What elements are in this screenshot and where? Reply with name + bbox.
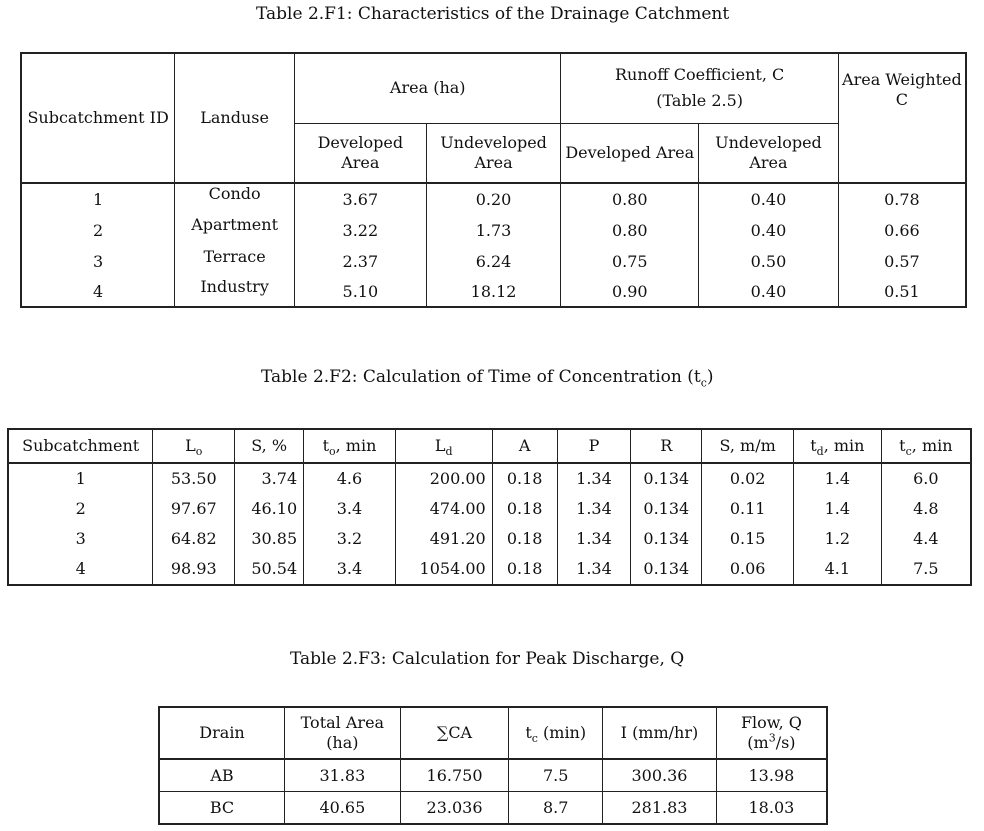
cell-to: 3.2 xyxy=(304,524,396,554)
header-subcatchment: Subcatchment xyxy=(8,429,153,463)
cell-sum-ca: 23.036 xyxy=(400,792,509,825)
header-sum-ca: ∑CA xyxy=(400,707,509,759)
cell-ld: 200.00 xyxy=(395,463,492,494)
table3-caption: Table 2.F3: Calculation for Peak Discharge, Q xyxy=(290,649,685,669)
header-lo xyxy=(153,429,235,463)
cell-dev-area: 3.67 xyxy=(295,183,427,215)
cell-weighted-c: 0.57 xyxy=(838,247,966,277)
table-row xyxy=(21,183,966,215)
table-row xyxy=(21,277,966,307)
cell-landuse: Industry xyxy=(175,277,295,307)
header-td-text: t xyxy=(810,436,817,455)
table2-caption-main: Table 2.F2: Calculation of Time of Concentration (t xyxy=(261,367,701,387)
cell-undev-c: 0.40 xyxy=(699,183,839,215)
cell-ld: 1054.00 xyxy=(395,554,492,585)
header-undeveloped-area: Undeveloped Area xyxy=(426,123,561,183)
cell-weighted-c: 0.78 xyxy=(838,183,966,215)
cell-a: 0.18 xyxy=(492,463,557,494)
header-ld-text: L xyxy=(434,436,446,455)
cell-s: 3.74 xyxy=(235,463,304,494)
header-tc-sub: c xyxy=(531,732,538,746)
cell-landuse: Condo xyxy=(175,183,295,215)
cell-weighted-c: 0.51 xyxy=(838,277,966,307)
header-runoff-coefficient xyxy=(561,53,838,123)
cell-tc: 4.8 xyxy=(913,499,939,518)
cell-dev-c: 0.75 xyxy=(561,247,699,277)
cell-dev-c: 0.80 xyxy=(561,183,699,215)
header-tc-text: t xyxy=(525,723,532,742)
cell-smm: 0.15 xyxy=(702,524,794,554)
header-tc-end: , min xyxy=(911,436,953,455)
header-flow-sup: 3 xyxy=(768,731,776,745)
table-row xyxy=(8,524,971,554)
peak-discharge-table xyxy=(158,706,828,825)
table-row xyxy=(8,554,971,585)
cell-undev-c: 0.40 xyxy=(699,277,839,307)
cell-id: 1 xyxy=(21,183,175,215)
cell-id: 3 xyxy=(8,524,153,554)
cell-lo: 53.50 xyxy=(153,463,235,494)
cell-tc: 6.0 xyxy=(913,469,939,488)
cell-id: 3 xyxy=(21,247,175,277)
header-developed-area: Developed Area xyxy=(295,123,427,183)
header-area-weighted-c: Area Weighted C xyxy=(838,53,966,183)
header-to-end: , min xyxy=(335,436,377,455)
header-undeveloped-c: Undeveloped Area xyxy=(699,123,839,183)
header-tc xyxy=(509,707,603,759)
cell-lo: 98.93 xyxy=(153,554,235,585)
cell-undev-area: 18.12 xyxy=(426,277,561,307)
cell-smm: 0.02 xyxy=(702,463,794,494)
cell-ld: 491.20 xyxy=(395,524,492,554)
cell-id: 2 xyxy=(21,215,175,247)
header-to-text: t xyxy=(322,436,329,455)
cell-drain: BC xyxy=(159,792,285,825)
header-total-area-line2: (ha) xyxy=(326,733,359,752)
cell-id: 4 xyxy=(8,554,153,585)
table-row xyxy=(8,494,971,524)
header-lo-text: L xyxy=(185,436,196,455)
cell-to: 3.4 xyxy=(304,554,396,585)
cell-tc: 7.5 xyxy=(509,759,603,792)
cell-a: 0.18 xyxy=(492,524,557,554)
table2-caption-sub: c xyxy=(700,376,707,390)
table1-caption: Table 2.F1: Characteristics of the Drainage Catchment xyxy=(256,4,730,24)
table2-caption xyxy=(261,367,714,390)
cell-weighted-c: 0.66 xyxy=(838,215,966,247)
cell-id: 2 xyxy=(8,494,153,524)
header-tc-sub: c xyxy=(905,445,912,459)
cell-flow: 13.98 xyxy=(716,759,827,792)
header-td-end: , min xyxy=(823,436,865,455)
header-subcatchment-id: Subcatchment ID xyxy=(21,53,175,183)
header-to xyxy=(304,429,396,463)
cell-tc: 7.5 xyxy=(913,559,939,578)
cell-p: 1.34 xyxy=(557,494,631,524)
table2-caption-end: ) xyxy=(706,367,714,387)
cell-a: 0.18 xyxy=(492,554,557,585)
cell-r: 0.134 xyxy=(631,554,702,585)
cell-undev-area: 0.20 xyxy=(426,183,561,215)
cell-tc: 8.7 xyxy=(509,792,603,825)
header-a: A xyxy=(492,429,557,463)
header-s-mm: S, m/m xyxy=(702,429,794,463)
cell-smm: 0.11 xyxy=(702,494,794,524)
header-flow-unit-b: /s) xyxy=(775,733,796,752)
cell-td: 1.4 xyxy=(793,494,881,524)
header-area: Area (ha) xyxy=(295,53,561,123)
header-i: I (mm/hr) xyxy=(603,707,717,759)
header-td-sub: d xyxy=(816,445,824,459)
header-runoff-line2: (Table 2.5) xyxy=(656,91,744,111)
header-flow xyxy=(716,707,827,759)
header-p: P xyxy=(557,429,631,463)
cell-lo: 64.82 xyxy=(153,524,235,554)
table-row xyxy=(21,215,966,247)
header-drain: Drain xyxy=(159,707,285,759)
cell-dev-c: 0.90 xyxy=(561,277,699,307)
cell-dev-c: 0.80 xyxy=(561,215,699,247)
header-landuse: Landuse xyxy=(175,53,295,183)
header-ld-sub: d xyxy=(445,445,453,459)
cell-s: 46.10 xyxy=(235,494,304,524)
cell-p: 1.34 xyxy=(557,554,631,585)
cell-sum-ca: 16.750 xyxy=(400,759,509,792)
cell-undev-area: 6.24 xyxy=(426,247,561,277)
cell-ld: 474.00 xyxy=(395,494,492,524)
header-total-area xyxy=(285,707,401,759)
cell-undev-c: 0.50 xyxy=(699,247,839,277)
cell-i: 300.36 xyxy=(603,759,717,792)
cell-total-area: 40.65 xyxy=(285,792,401,825)
cell-undev-area: 1.73 xyxy=(426,215,561,247)
cell-flow: 18.03 xyxy=(748,797,795,817)
cell-r: 0.134 xyxy=(631,494,702,524)
header-ld xyxy=(395,429,492,463)
header-flow-line1: Flow, Q xyxy=(740,713,802,732)
cell-id: 4 xyxy=(21,277,175,307)
cell-undev-c: 0.40 xyxy=(699,215,839,247)
cell-p: 1.34 xyxy=(557,463,631,494)
cell-td: 1.4 xyxy=(793,463,881,494)
header-flow-unit-a: (m xyxy=(747,733,769,752)
cell-td: 4.1 xyxy=(793,554,881,585)
cell-i: 281.83 xyxy=(603,792,717,825)
header-tc-end: (min) xyxy=(537,723,587,742)
header-runoff-line1: Runoff Coefficient, C xyxy=(615,65,785,85)
cell-p: 1.34 xyxy=(557,524,631,554)
cell-a: 0.18 xyxy=(492,494,557,524)
cell-landuse: Apartment xyxy=(175,215,295,247)
cell-s: 30.85 xyxy=(235,524,304,554)
header-td xyxy=(793,429,881,463)
cell-smm: 0.06 xyxy=(702,554,794,585)
header-tc xyxy=(881,429,971,463)
header-r: R xyxy=(631,429,702,463)
table-row xyxy=(159,792,827,825)
cell-total-area: 31.83 xyxy=(285,759,401,792)
cell-dev-area: 5.10 xyxy=(295,277,427,307)
cell-drain: AB xyxy=(159,759,285,792)
header-tc-text: t xyxy=(899,436,906,455)
cell-to: 3.4 xyxy=(304,494,396,524)
table-row xyxy=(8,463,971,494)
drainage-catchment-table xyxy=(20,52,967,308)
time-of-concentration-table xyxy=(7,428,972,586)
cell-lo: 97.67 xyxy=(153,494,235,524)
cell-dev-area: 2.37 xyxy=(295,247,427,277)
header-lo-sub: o xyxy=(195,445,203,459)
cell-td: 1.2 xyxy=(793,524,881,554)
table-row xyxy=(159,759,827,792)
cell-tc: 4.4 xyxy=(913,529,939,548)
header-flow-line2 xyxy=(719,733,824,753)
cell-r: 0.134 xyxy=(631,463,702,494)
header-developed-c: Developed Area xyxy=(561,123,699,183)
cell-landuse: Terrace xyxy=(175,247,295,277)
cell-r: 0.134 xyxy=(631,524,702,554)
header-to-sub: o xyxy=(329,445,336,459)
header-s-pct: S, % xyxy=(235,429,304,463)
table-row xyxy=(21,247,966,277)
cell-id: 1 xyxy=(8,463,153,494)
cell-to: 4.6 xyxy=(304,463,396,494)
cell-dev-area: 3.22 xyxy=(295,215,427,247)
header-total-area-line1: Total Area xyxy=(300,713,385,732)
cell-s: 50.54 xyxy=(235,554,304,585)
